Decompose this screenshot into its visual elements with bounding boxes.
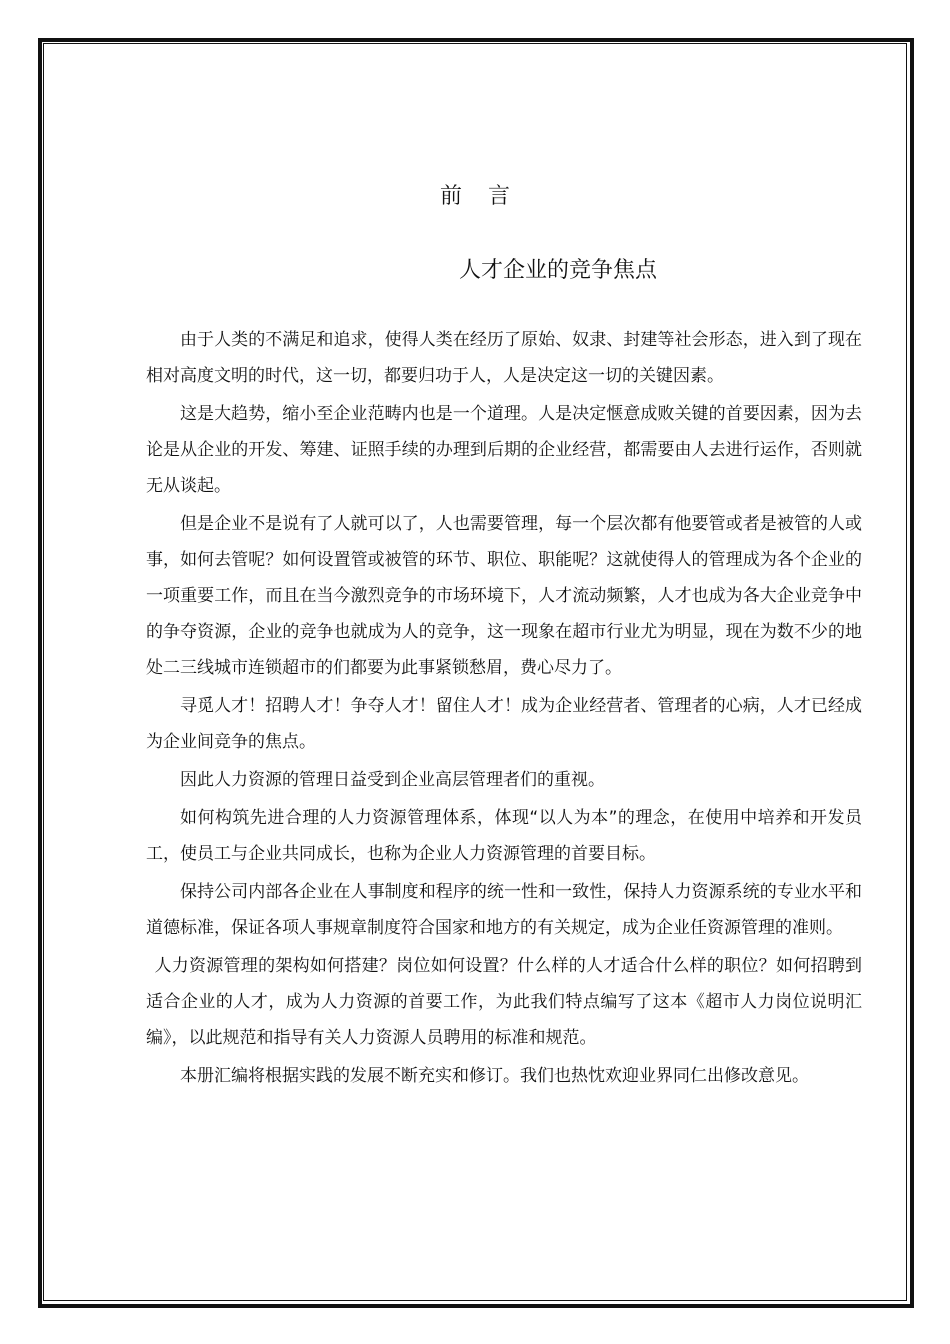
paragraph-6: 如何构筑先进合理的人力资源管理体系，体现“以人为本”的理念，在使用中培养和开发员工，使员工与企业共同成长，也称为企业人力资源管理的首要目标。	[146, 808, 862, 864]
subtitle: 人才企业的竞争焦点	[459, 258, 658, 283]
paragraph-7: 保持公司内部各企业在人事制度和程序的统一性和一致性，保持人力资源系统的专业水平和道德标准，保证各项人事规章制度符合国家和地方的有关规定，成为企业任资源管理的准则。	[146, 882, 862, 938]
paragraph-8: 人力资源管理的架构如何搭建？岗位如何设置？什么样的人才适合什么样的职位？如何招聘到适合企业的人才，成为人力资源的首要工作，为此我们特点编写了这本《超市人力岗位说明汇编》，以此规范和指导有关人力资源人员聘用的标准和规范。	[146, 956, 862, 1048]
paragraph-2: 这是大趋势，缩小至企业范畴内也是一个道理。人是决定惬意成败关键的首要因素，因为去论是从企业的开发、筹建、证照手续的办理到后期的企业经营，都需要由人去进行运作，否则就无从谈起。	[146, 404, 862, 496]
paragraph-1: 由于人类的不满足和追求，使得人类在经历了原始、奴隶、封建等社会形态，进入到了现在相对高度文明的时代，这一切，都要归功于人，人是决定这一切的关键因素。	[146, 330, 862, 386]
preface-title: 前言	[439, 184, 536, 209]
preface-body	[146, 322, 862, 1096]
paragraph-4: 寻觅人才！招聘人才！争夺人才！留住人才！成为企业经营者、管理者的心病，人才已经成为企业间竞争的焦点。	[146, 696, 862, 752]
paragraph-3: 但是企业不是说有了人就可以了，人也需要管理，每一个层次都有他要管或者是被管的人或事，如何去管呢？如何设置管或被管的环节、职位、职能呢？这就使得人的管理成为各个企业的一项重要工作，而且在当今激烈竞争的市场环境下，人才流动频繁，人才也成为各大企业竞争中的争夺资源，企业的竞争也就成为人的竞争，这一现象在超市行业尤为明显，现在为数不少的地处二三线城市连锁超市的们都要为此事紧锁愁眉，费心尽力了。	[146, 514, 862, 678]
paragraph-5: 因此人力资源的管理日益受到企业高层管理者们的重视。	[180, 770, 605, 790]
paragraph-9: 本册汇编将根据实践的发展不断充实和修订。我们也热忱欢迎业界同仁出修改意见。	[180, 1066, 809, 1086]
